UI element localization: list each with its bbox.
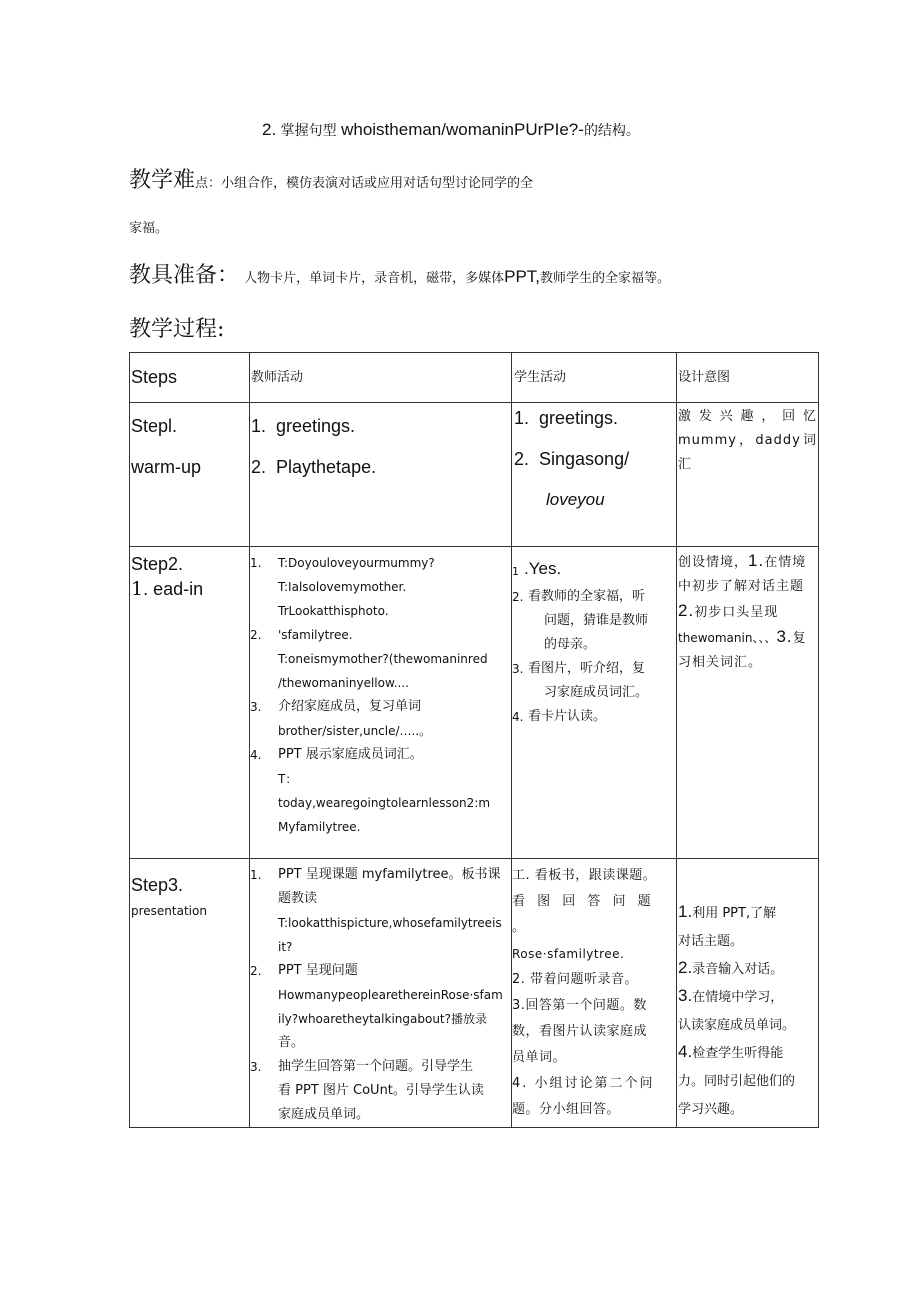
step2-teacher-cell [250,547,512,859]
step2-teacher-list [250,547,511,839]
list-item: 1. greetings. [514,408,619,428]
list-item: 2. Playthetape. [251,457,377,477]
steps-table [129,352,819,1128]
objective-2 [262,120,640,140]
list-item: 2. Singasong/ [514,449,630,469]
list-item: 数，看图片认读家庭成 [512,1024,648,1039]
difficulty-text-cont: 家福。 [129,221,169,236]
objective-2-pattern: whoistheman/womaninPUrPIe?- [341,120,584,139]
step1-name-cell [130,403,250,547]
step2-student-list [512,547,676,729]
step3-intent-cell [677,859,819,1128]
header-steps-cell [130,353,250,403]
list-item: 3. 介绍家庭成员，复习单词 brother/sister,uncle/…..。 [250,699,432,738]
list-item: 力。同时引起他们的 [678,1074,796,1089]
preparation-label: 教具准备： [129,263,240,288]
difficulty-label-small: 点： [195,176,222,191]
header-teacher-cell [250,353,512,403]
preparation-line [129,258,670,289]
list-item: 2. 看教师的全家福，听 问题，猜谁是教师 的母亲。 [512,589,649,652]
step3-sub: presentation [131,904,207,918]
table-row [130,547,819,859]
list-item: Rose·sfamilytree. [512,947,625,961]
step2-name: Step2. [131,554,184,574]
list-item: 2.录音输入对话。 [678,958,784,977]
list-item: 4. 小组讨论第二个问 [512,1076,655,1091]
step2-intent-cell [677,547,819,859]
preparation-text-after: 教师学生的全家福等。 [540,271,671,286]
step2-name-cell [130,547,250,859]
list-item: 工. 看板书，跟读课题。 [512,868,657,883]
list-item: 4.检查学生听得能 [678,1042,784,1061]
header-intent-cell [677,353,819,403]
step1-intent-cell [677,403,819,547]
difficulty-text: 小组合作，模仿表演对话或应用对话句型讨论同学的全 [221,176,534,191]
list-item: 3. 抽学生回答第一个问题。引导学生 看 PPT 图片 CoUnt。引导学生认读 家庭成员单词。 [250,1059,484,1122]
objective-2-suffix: 的结构。 [583,123,640,139]
step3-teacher-list [250,859,511,1127]
list-item: loveyou [546,490,605,509]
header-student-cell [512,353,677,403]
list-item: 员单词。 [512,1050,567,1065]
list-item: 4. 看卡片认读。 [512,709,607,724]
step2-sub [130,575,249,600]
list-item: 3.在情境中学习， [678,986,784,1005]
step2-sub-text: . ead-in [143,579,204,599]
list-item: 1. greetings. [251,416,356,436]
table-header-row [130,353,819,403]
list-item: 1.利用 PPT,了解 [678,902,777,921]
difficulty-label: 教学难 [129,168,196,193]
difficulty-line [129,163,533,194]
step3-student-list [512,859,676,1123]
step1-sub: warm-up [131,457,202,477]
step3-student-cell [512,859,677,1128]
list-item: 1. PPT 呈现课题 myfamilytree。板书课 题教读 T:lookatthispicture,whosefamilytreeis it? [250,867,502,954]
list-item: 看 图 回 答 问 题 。 [512,894,655,935]
list-item: 3. 看图片，听介绍，复 习家庭成员词汇。 [512,661,649,700]
step1-teacher-cell [250,403,512,547]
table-row [130,403,819,547]
header-teacher: 教师活动 [251,370,304,385]
preparation-ppt: PPT, [504,267,541,286]
header-student: 学生活动 [514,370,567,385]
step3-intent-list [677,859,818,1123]
step1-student-cell [512,403,677,547]
list-item: 题。分小组回答。 [512,1102,621,1117]
header-intent: 设计意图 [678,370,731,385]
objective-2-number: 2. [262,120,277,139]
list-item: 2. 带着问题听录音。 [512,972,639,987]
step2-student-cell [512,547,677,859]
list-item: 认读家庭成员单词。 [678,1018,796,1033]
table-row [130,859,819,1128]
process-title: 教学过程: [129,317,225,342]
list-item: 2. PPT 呈现问题 HowmanypeoplearethereinRose·sfam ily?whoaretheytalkingabout?播放录 音。 [250,963,503,1050]
list-item: 1 .Yes. [512,559,562,578]
step3-teacher-cell [250,859,512,1128]
list-item: 对话主题。 [678,934,744,949]
list-item: 3.回答第一个问题。数 [512,998,647,1013]
step1-intent: 激发兴趣，回忆mummy，daddy词汇 [678,409,817,472]
step2-sub-number: 1 [131,578,144,600]
preparation-text: 人物卡片，单词卡片，录音机，磁带，多媒体 [244,271,505,286]
step1-name: Stepl. [131,416,178,436]
list-item: 1. T:Doyouloveyourmummy? T:Ialsolovemymother. TrLookatthisphoto. [250,556,435,618]
step2-intent: 创设情境，1.在情境中初步了解对话主题2.初步口头呈现thewomanin、、、3.复习相关词汇。 [678,551,807,670]
list-item: 4. PPT 展示家庭成员词汇。 T： today,wearegoingtolearnlesson2:m Myfamilytree. [250,747,491,834]
list-item: 2. 'sfamilytree. T:oneismymother?(thewomaninred /thewomaninyellow.... [250,628,488,690]
header-steps: Steps [131,367,178,387]
step3-name: Step3. [131,875,184,895]
step3-name-cell [130,859,250,1128]
objective-2-prefix: 掌握句型 [280,123,337,139]
list-item: 学习兴趣。 [678,1102,744,1117]
